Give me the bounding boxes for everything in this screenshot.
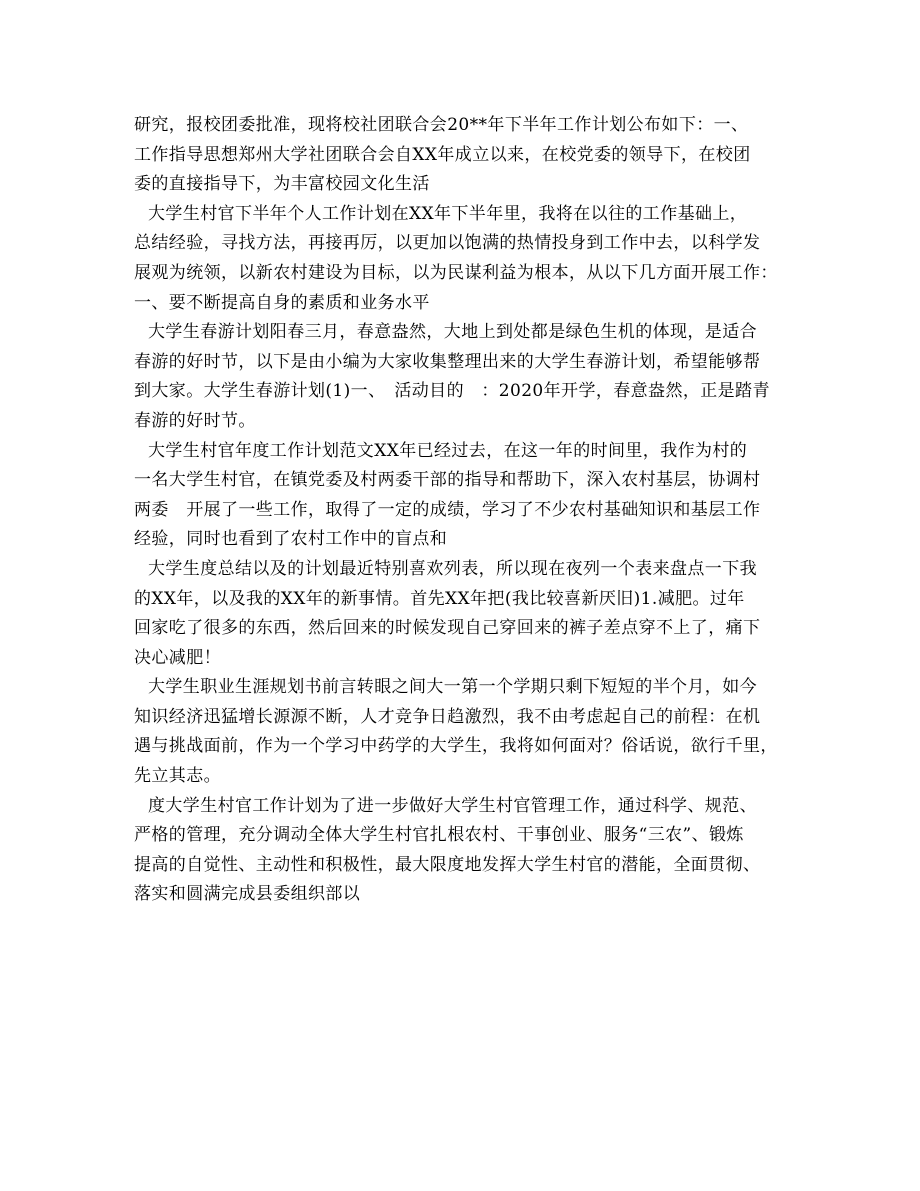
text-line: 落实和圆满完成县委组织部以	[134, 884, 361, 905]
text-line: 总结经验，寻找方法，再接再厉，以更加以饱满的热情投身到工作中去，以科学发	[134, 233, 761, 254]
text-line: 知识经济迅猛增长源源不断，人才竞争日趋激烈，我不由考虑起自己的前程：在机	[134, 706, 761, 727]
paragraph-village-official-annual	[134, 437, 794, 555]
text-line: 两委 开展了一些工作，取得了一定的成绩，学习了不少农村基础知识和基层工作	[134, 499, 761, 520]
text-line: 先立其志。	[134, 766, 221, 787]
text-line: 遇与挑战面前，作为一个学习中药学的大学生，我将如何面对？俗话说，欲行千里，	[134, 736, 778, 757]
paragraph-spring-outing-plan	[134, 318, 794, 436]
document-body	[134, 111, 794, 910]
text-line: 工作指导思想郑州大学社团联合会自XX年成立以来，在校党委的领导下，在校团	[134, 144, 751, 165]
text-line: 研究，报校团委批准，现将校社团联合会20**年下半年工作计划公布如下：一、	[134, 115, 749, 135]
text-line: 大学生村官下半年个人工作计划在XX年下半年里，我将在以往的工作基础上，	[148, 203, 748, 224]
text-line: 提高的自觉性、主动性和积极性，最大限度地发挥大学生村官的潜能，全面贯彻、	[134, 854, 761, 875]
text-line: 度大学生村官工作计划为了进一步做好大学生村官管理工作，通过科学、规范、	[148, 795, 757, 816]
text-line: 展观为统领，以新农村建设为目标，以为民谋利益为根本，从以下几方面开展工作：	[134, 262, 778, 283]
paragraph-career-plan	[134, 673, 794, 791]
text-line: 大学生村官年度工作计划范文XX年已经过去，在这一年的时间里，我作为村的	[148, 440, 748, 461]
text-line: 经验，同时也看到了农村工作中的盲点和	[134, 529, 448, 550]
text-line: 严格的管理，充分调动全体大学生村官扎根农村、干事创业、服务“三农”、锻炼	[134, 825, 744, 846]
text-line: 春游的好时节。	[134, 410, 256, 431]
text-line: 大学生职业生涯规划书前言转眼之间大一第一个学期只剩下短短的半个月，如今	[148, 677, 757, 698]
text-line: 决心减肥！	[134, 647, 221, 668]
text-line: 大学生春游计划阳春三月，春意盎然，大地上到处都是绿色生机的体现，是适合	[148, 322, 757, 343]
text-line: 委的直接指导下，为丰富校园文化生活	[134, 174, 430, 195]
text-line: 一名大学生村官，在镇党委及村两委干部的指导和帮助下，深入农村基层，协调村	[134, 470, 761, 491]
text-line: 一、要不断提高自身的素质和业务水平	[134, 292, 430, 313]
text-line: 回家吃了很多的东西，然后回来的时候发现自己穿回来的裤子差点穿不上了，痛下	[134, 618, 761, 639]
text-line: 春游的好时节，以下是由小编为大家收集整理出来的大学生春游计划，希望能够帮	[134, 351, 761, 372]
paragraph-annual-summary	[134, 555, 794, 673]
paragraph-village-official-half-year	[134, 200, 794, 318]
text-line: 的XX年，以及我的XX年的新事情。首先XX年把(我比较喜新厌旧)1.减肥。过年	[134, 588, 745, 609]
text-line: 到大家。大学生春游计划(1)一、 活动目的 ：2020年开学，春意盎然，正是踏青	[134, 381, 770, 402]
paragraph-work-plan-intro	[134, 111, 794, 200]
paragraph-village-official-work-plan	[134, 792, 794, 910]
text-line: 大学生度总结以及的计划最近特别喜欢列表，所以现在夜列一个表来盘点一下我	[148, 558, 757, 579]
